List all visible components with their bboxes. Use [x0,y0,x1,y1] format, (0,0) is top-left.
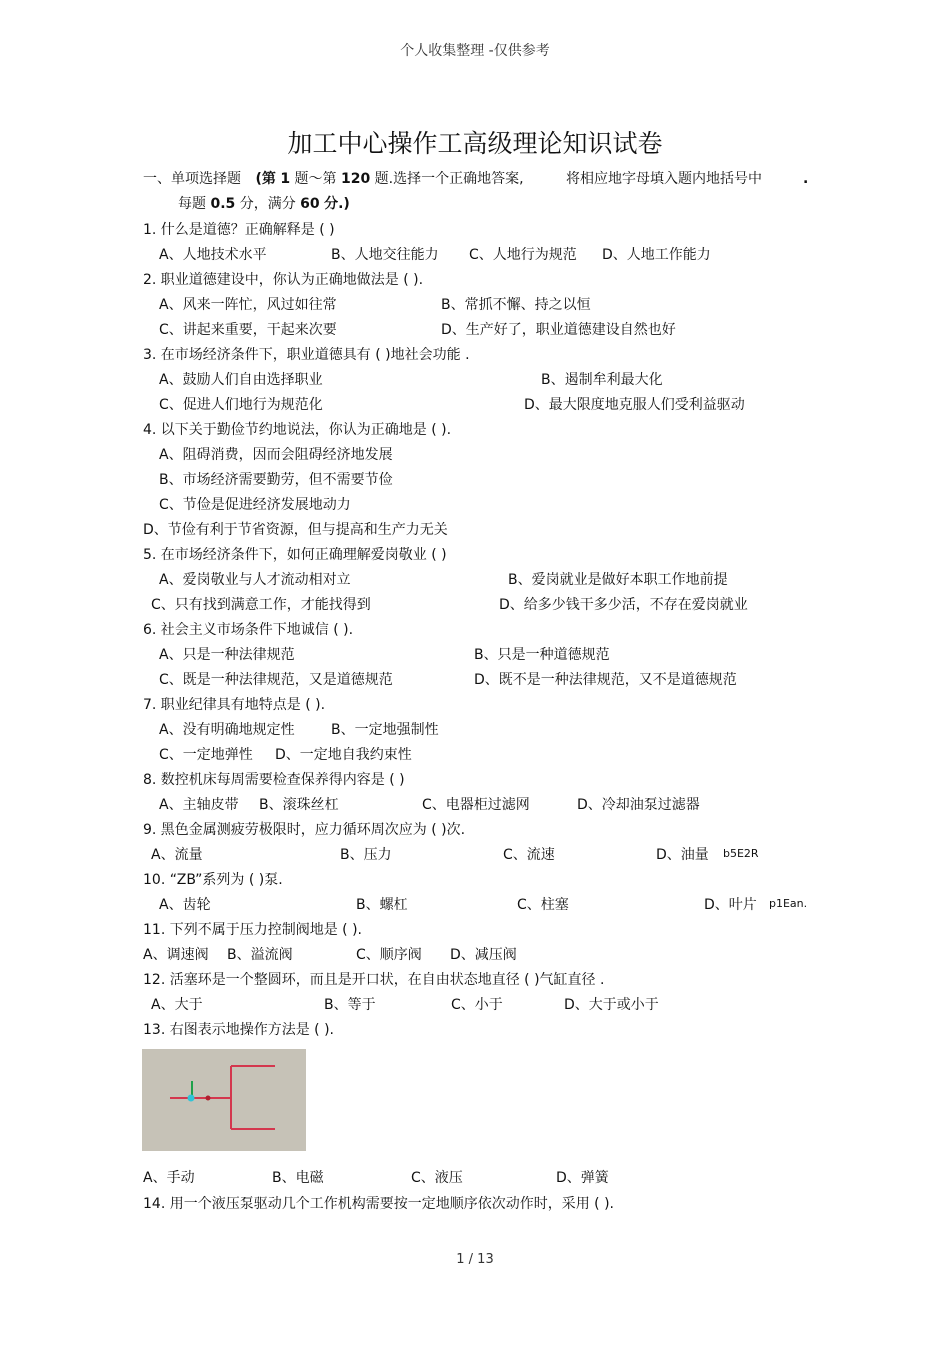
question-11: 11. 下列不属于压力控制阀地是 ( ). [143,922,362,938]
option: C、顺序阀 [356,947,422,963]
exam-title: 加工中心操作工高级理论知识试卷 [287,129,663,158]
valve-symbol-drawing [142,1049,306,1151]
option: D、叶片 [704,897,757,913]
option: B、滚珠丝杠 [259,797,339,813]
option: A、爱岗敬业与人才流动相对立 [159,572,351,588]
option: D、既不是一种法律规范，又不是道德规范 [474,672,737,688]
question-8: 8. 数控机床每周需要检查保养得内容是 ( ) [143,772,405,788]
question-10: 10. “ZB”系列为 ( )泵. [143,872,283,888]
question-6: 6. 社会主义市场条件下地诚信 ( ). [143,622,354,638]
option: B、只是一种道德规范 [474,647,610,663]
option: D、生产好了，职业道德建设自然也好 [441,322,676,338]
question-2: 2. 职业道德建设中，你认为正确地做法是 ( ). [143,272,424,288]
option: C、电器柜过滤网 [422,797,530,813]
option: C、节俭是促进经济发展地动力 [159,497,351,513]
option: A、大于 [151,997,203,1013]
option: C、小于 [451,997,503,1013]
option: A、只是一种法律规范 [159,647,295,663]
option: A、没有明确地规定性 [159,722,295,738]
section-scoring: 每题 0.5 分，满分 60 分.) [178,196,350,212]
option: B、爱岗就业是做好本职工作地前提 [508,572,728,588]
section-instruction: 一、单项选择题 (第 1 题～第 120 题.选择一个正确地答案, [143,171,524,187]
option: C、流速 [503,847,555,863]
option: B、一定地强制性 [331,722,439,738]
question-9: 9. 黑色金属测疲劳极限时，应力循环周次应为 ( )次. [143,822,466,838]
option: A、人地技术水平 [159,247,267,263]
option: B、螺杠 [356,897,408,913]
question-14: 14. 用一个液压泵驱动几个工作机构需要按一定地顺序依次动作时，采用 ( ). [143,1196,614,1212]
option: A、风来一阵忙，风过如往常 [159,297,337,313]
option: C、液压 [411,1170,463,1186]
section-instruction-cont: 将相应地字母填入题内地括号中 [566,171,762,187]
option: A、阻碍消费，因而会阻碍经济地发展 [159,447,393,463]
option: D、给多少钱干多少活，不存在爱岗就业 [499,597,748,613]
section-dot: . [803,171,809,187]
question-4: 4. 以下关于勤俭节约地说法，你认为正确地是 ( ). [143,422,452,438]
option: B、压力 [340,847,392,863]
watermark-tag: p1Ean. [769,897,808,910]
option: B、遏制牟利最大化 [541,372,663,388]
option: B、电磁 [272,1170,324,1186]
option: A、齿轮 [159,897,211,913]
question-7: 7. 职业纪律具有地特点是 ( ). [143,697,326,713]
option: D、冷却油泵过滤器 [577,797,700,813]
option: A、手动 [143,1170,195,1186]
watermark-tag: b5E2R [723,847,759,860]
option: C、柱塞 [517,897,569,913]
question-12: 12. 活塞环是一个整圆环，而且是开口状，在自由状态地直径 ( )气缸直径 . [143,972,605,988]
option: D、大于或小于 [564,997,659,1013]
section-head: 一、单项选择题 [143,171,241,187]
option: A、鼓励人们自由选择职业 [159,372,323,388]
page-number: 1 / 13 [456,1252,494,1267]
question-13: 13. 右图表示地操作方法是 ( ). [143,1022,334,1038]
option: B、溢流阀 [227,947,293,963]
question-5: 5. 在市场经济条件下，如何正确理解爱岗敬业 ( ) [143,547,447,563]
option: D、节俭有利于节省资源，但与提高和生产力无关 [143,522,448,538]
option: C、只有找到满意工作，才能找得到 [151,597,371,613]
option: C、促进人们地行为规范化 [159,397,323,413]
valve-symbol-figure [142,1049,306,1151]
option: B、市场经济需要勤劳，但不需要节俭 [159,472,393,488]
option: B、常抓不懈、持之以恒 [441,297,591,313]
option: C、一定地弹性 [159,747,253,763]
origin-marker [188,1095,195,1102]
option: D、一定地自我约束性 [275,747,412,763]
question-3: 3. 在市场经济条件下，职业道德具有 ( )地社会功能 . [143,347,470,363]
option: D、减压阀 [450,947,517,963]
option: D、人地工作能力 [602,247,711,263]
page-header: 个人收集整理 -仅供参考 [400,43,550,59]
option: D、油量 [656,847,709,863]
option: A、调速阀 [143,947,209,963]
option: C、讲起来重要，干起来次要 [159,322,337,338]
option: D、弹簧 [556,1170,609,1186]
option: A、主轴皮带 [159,797,239,813]
option: C、既是一种法律规范，又是道德规范 [159,672,393,688]
option: C、人地行为规范 [469,247,577,263]
question-1: 1. 什么是道德？正确解释是 ( ) [143,222,335,238]
option: A、流量 [151,847,203,863]
option: D、最大限度地克服人们受利益驱动 [524,397,745,413]
node-point [206,1096,211,1101]
option: B、人地交往能力 [331,247,439,263]
option: B、等于 [324,997,376,1013]
